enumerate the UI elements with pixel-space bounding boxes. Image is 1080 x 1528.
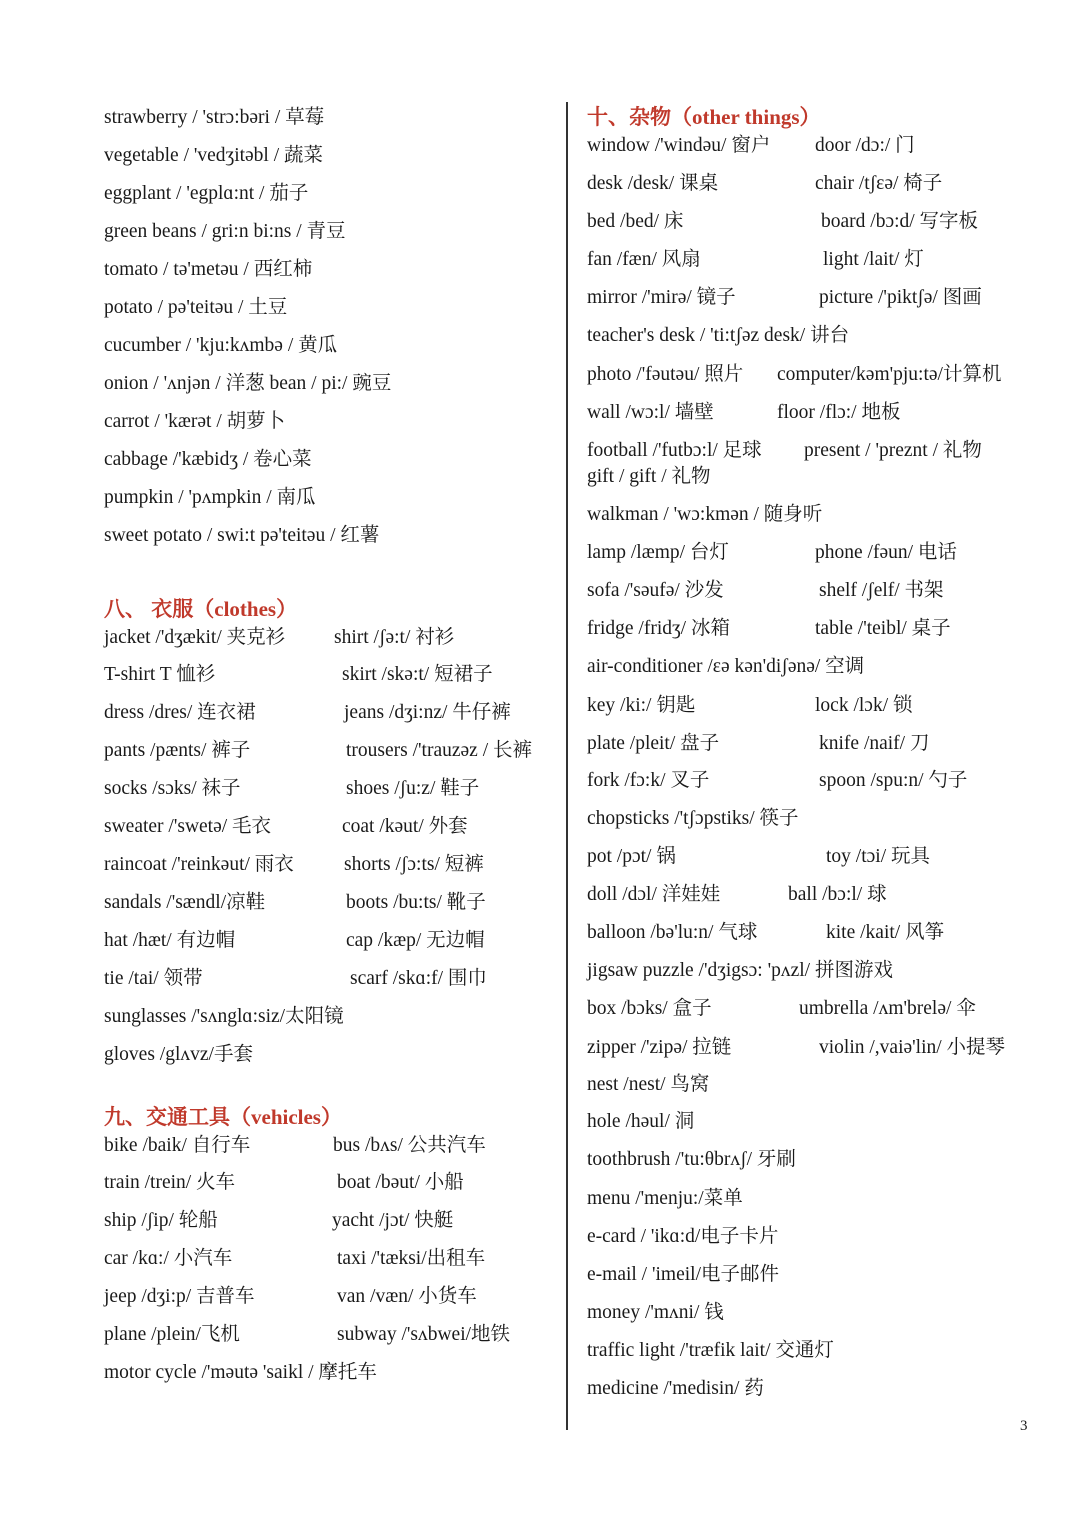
- entry-term-second: scarf /skɑ:f/ 围巾: [350, 968, 487, 989]
- entry-term-second: computer/kəm'pju:tə/计算机: [777, 364, 1002, 385]
- entry-term: pot /pɔt/ 锅: [587, 846, 676, 867]
- entry-term: sandals /'sændl/凉鞋: [104, 892, 266, 913]
- vocab-entry: sweet potato / swi:t pə'teitəu / 红薯: [104, 525, 380, 546]
- entry-term: sweater /'swetə/ 毛衣: [104, 816, 272, 837]
- entry-term: raincoat /'reinkəut/ 雨衣: [104, 854, 294, 875]
- entry-term: fridge /fridʒ/ 冰箱: [587, 618, 730, 639]
- vocab-entry: eggplant / 'egplɑ:nt / 茄子: [104, 183, 309, 204]
- section-heading-clothes: 八、 衣服（clothes）: [104, 597, 298, 621]
- entry-term: plane /plein/飞机: [104, 1324, 240, 1345]
- entry-term-second: jeans /dʒi:nz/ 牛仔裤: [344, 702, 511, 723]
- entry-term-second: shoes /ʃu:z/ 鞋子: [346, 778, 480, 799]
- entry-term: fork /fɔ:k/ 叉子: [587, 770, 710, 791]
- entry-term-second: ball /bɔ:l/ 球: [788, 884, 887, 905]
- vocab-entry: strawberry / 'strɔ:bəri / 草莓: [104, 107, 325, 128]
- entry-term-second: toy /tɔi/ 玩具: [826, 846, 930, 867]
- entry-term: gift / gift / 礼物: [587, 466, 711, 487]
- entry-term-second: kite /kait/ 风筝: [826, 922, 945, 943]
- entry-term: key /ki:/ 钥匙: [587, 695, 696, 716]
- entry-term: doll /dɔl/ 洋娃娃: [587, 884, 721, 905]
- entry-term-second: chair /tʃεə/ 椅子: [815, 173, 943, 194]
- entry-term: ship /ʃip/ 轮船: [104, 1210, 218, 1231]
- vocab-entry: cabbage /'kæbidʒ / 卷心菜: [104, 449, 312, 470]
- vocab-entry: onion / 'ʌnjən / 洋葱 bean / pi:/ 豌豆: [104, 373, 392, 394]
- entry-term-second: board /bɔ:d/ 写字板: [821, 211, 979, 232]
- entry-term: balloon /bə'lu:n/ 气球: [587, 922, 758, 943]
- entry-term: desk /desk/ 课桌: [587, 173, 719, 194]
- vocab-entry: motor cycle /'məutə 'saikl / 摩托车: [104, 1362, 377, 1383]
- entry-term: football /'futbɔ:l/ 足球: [587, 440, 762, 461]
- entry-term: bed /bed/ 床: [587, 211, 684, 232]
- entry-term: nest /nest/ 鸟窝: [587, 1074, 710, 1095]
- entry-term: plate /pleit/ 盘子: [587, 733, 720, 754]
- entry-term: bike /baik/ 自行车: [104, 1135, 251, 1156]
- entry-term: hat /hæt/ 有边帽: [104, 930, 236, 951]
- vocab-entry: tomato / tə'metəu / 西红柿: [104, 259, 313, 280]
- entry-term: hole /həul/ 洞: [587, 1111, 695, 1132]
- entry-term-second: bus /bʌs/ 公共汽车: [333, 1135, 486, 1156]
- vocab-entry: potato / pə'teitəu / 土豆: [104, 297, 288, 318]
- entry-term: fan /fæn/ 风扇: [587, 249, 701, 270]
- vocab-entry: gloves /glʌvz/手套: [104, 1044, 253, 1065]
- entry-term: money /'mʌni/ 钱: [587, 1302, 724, 1323]
- entry-term-second: van /væn/ 小货车: [337, 1286, 477, 1307]
- entry-term: jeep /dʒi:p/ 吉普车: [104, 1286, 255, 1307]
- vocab-entry: green beans / gri:n bi:ns / 青豆: [104, 221, 346, 242]
- entry-term-second: boots /bu:ts/ 靴子: [346, 892, 486, 913]
- entry-term: zipper /'zipə/ 拉链: [587, 1037, 732, 1058]
- entry-term: dress /dres/ 连衣裙: [104, 702, 256, 723]
- entry-term: mirror /'mirə/ 镜子: [587, 287, 736, 308]
- entry-term: air-conditioner /εə kən'diʃənə/ 空调: [587, 656, 865, 677]
- entry-term: sofa /'səufə/ 沙发: [587, 580, 724, 601]
- page-number: 3: [1020, 1418, 1028, 1434]
- entry-term-second: table /'teibl/ 桌子: [815, 618, 951, 639]
- entry-term-second: floor /flɔ:/ 地板: [777, 402, 901, 423]
- entry-term: jigsaw puzzle /'dʒigsɔ: 'pʌzl/ 拼图游戏: [587, 960, 893, 981]
- column-divider: [566, 102, 568, 1430]
- entry-term-second: trousers /'trauzəz / 长裤: [346, 740, 532, 761]
- entry-term: photo /'fəutəu/ 照片: [587, 364, 744, 385]
- entry-term-second: yacht /jɔt/ 快艇: [332, 1210, 454, 1231]
- entry-term: chopsticks /'tʃɔpstiks/ 筷子: [587, 808, 799, 829]
- entry-term: medicine /'medisin/ 药: [587, 1378, 764, 1399]
- entry-term-second: picture /'piktʃə/ 图画: [819, 287, 982, 308]
- entry-term: socks /sɔks/ 袜子: [104, 778, 241, 799]
- entry-term: wall /wɔ:l/ 墙壁: [587, 402, 714, 423]
- entry-term-second: cap /kæp/ 无边帽: [346, 930, 485, 951]
- section-heading-vehicles: 九、交通工具（vehicles）: [104, 1105, 342, 1129]
- section-heading-other-things: 十、杂物（other things）: [587, 105, 821, 129]
- entry-term-second: umbrella /ʌm'brelə/ 伞: [799, 998, 976, 1019]
- entry-term: e-mail / 'imeil/电子邮件: [587, 1264, 779, 1285]
- entry-term-second: lock /lɔk/ 锁: [815, 695, 913, 716]
- entry-term: toothbrush /'tu:θbrʌʃ/ 牙刷: [587, 1149, 796, 1170]
- entry-term-second: light /lait/ 灯: [823, 249, 924, 270]
- entry-term-second: shelf /ʃelf/ 书架: [819, 580, 944, 601]
- entry-term-second: boat /bəut/ 小船: [337, 1172, 464, 1193]
- entry-term: teacher's desk / 'ti:tʃəz desk/ 讲台: [587, 325, 850, 346]
- entry-term-second: violin /,vaiə'lin/ 小提琴: [819, 1037, 1006, 1058]
- entry-term-second: taxi /'tæksi/出租车: [337, 1248, 486, 1269]
- entry-term-second: phone /fəun/ 电话: [815, 542, 957, 563]
- vocab-entry: vegetable / 'vedʒitəbl / 蔬菜: [104, 145, 324, 166]
- entry-term: train /trein/ 火车: [104, 1172, 236, 1193]
- entry-term-second: door /dɔ:/ 门: [815, 135, 915, 156]
- entry-term: T-shirt T 恤衫: [104, 664, 216, 685]
- entry-term-second: spoon /spu:n/ 勺子: [819, 770, 968, 791]
- entry-term: jacket /'dʒækit/ 夹克衫: [104, 627, 286, 648]
- vocab-entry: cucumber / 'kju:kʌmbə / 黄瓜: [104, 335, 338, 356]
- entry-term: menu /'menju:/菜单: [587, 1188, 743, 1209]
- entry-term: lamp /læmp/ 台灯: [587, 542, 729, 563]
- entry-term-second: skirt /skə:t/ 短裙子: [342, 664, 493, 685]
- entry-term: tie /tai/ 领带: [104, 968, 203, 989]
- entry-term-second: shirt /ʃə:t/ 衬衫: [334, 627, 455, 648]
- entry-term-second: shorts /ʃɔ:ts/ 短裤: [344, 854, 484, 875]
- entry-term-second: subway /'sʌbwei/地铁: [337, 1324, 511, 1345]
- vocab-entry: sunglasses /'sʌnglɑ:siz/太阳镜: [104, 1006, 344, 1027]
- entry-term: car /kɑ:/ 小汽车: [104, 1248, 233, 1269]
- entry-term-second: knife /naif/ 刀: [819, 733, 930, 754]
- vocab-entry: pumpkin / 'pʌmpkin / 南瓜: [104, 487, 316, 508]
- entry-term: walkman / 'wɔ:kmən / 随身听: [587, 504, 823, 525]
- entry-term-second: coat /kəut/ 外套: [342, 816, 468, 837]
- entry-term: pants /pænts/ 裤子: [104, 740, 251, 761]
- vocab-entry: carrot / 'kærət / 胡萝卜: [104, 411, 286, 432]
- entry-term: traffic light /'træfik lait/ 交通灯: [587, 1340, 834, 1361]
- entry-term-second: present / 'preznt / 礼物: [804, 440, 982, 461]
- entry-term: box /bɔks/ 盒子: [587, 998, 712, 1019]
- entry-term: window /'windəu/ 窗户: [587, 135, 771, 156]
- entry-term: e-card / 'ikɑ:d/电子卡片: [587, 1226, 779, 1247]
